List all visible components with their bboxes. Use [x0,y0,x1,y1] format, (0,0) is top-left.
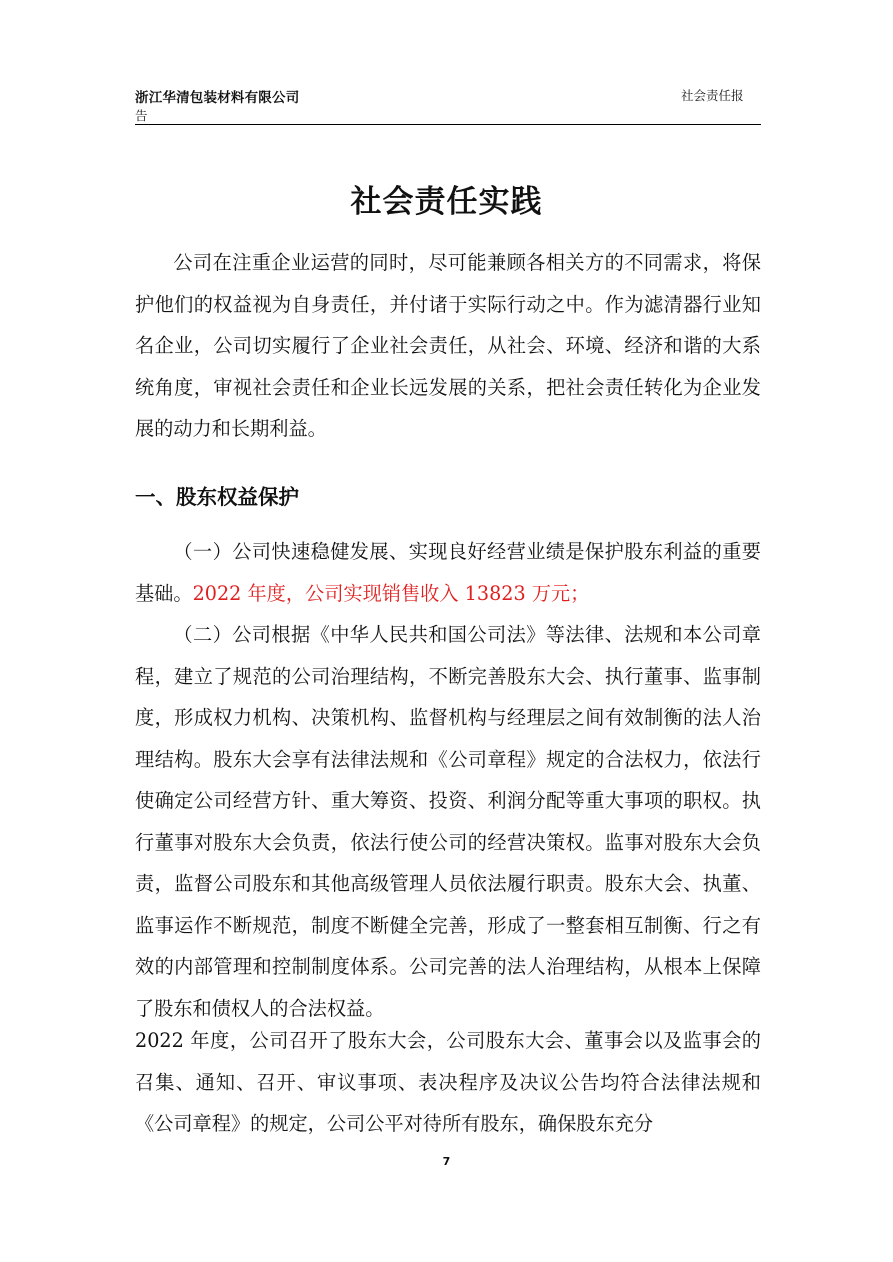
section1-item1 [135,531,761,614]
section1-item2-continued: 2022 年度，公司召开了股东大会，公司股东大会、董事会以及监事会的召集、通知、召开、审议事项、表决程序及决议公告均符合法律法规和《公司章程》的规定，公司公平对待所有股东，确保股东充分 [135,1029,761,1135]
page-number: 7 [442,1155,451,1168]
item1-text: （一）公司快速稳健发展、实现良好经营业绩是保护股东利益的重要基础。 [135,540,761,605]
section-heading-shareholder: 一、股东权益保护 [135,485,299,509]
header-rule [135,124,761,125]
header-company: 浙江华清包装材料有限公司 [135,90,300,106]
intro-paragraph: 公司在注重企业运营的同时，尽可能兼顾各相关方的不同需求，将保护他们的权益视为自身责任，并付诸于实际行动之中。作为滤清器行业知名企业，公司切实履行了企业社会责任，从社会、环境、经济和谐的大系统角度，审视社会责任和企业长远发展的关系，把社会责任转化为企业发展的动力和长期利益。 [135,251,761,440]
item1-highlight: 2022 年度，公司实现销售收入 13823 万元； [192,581,590,605]
header-report-title: 社会责任报 [681,88,744,103]
header-company-wrap: 告 [135,108,148,123]
section1-item2: （二）公司根据《中华人民共和国公司法》等法律、法规和本公司章程，建立了规范的公司治理结构，不断完善股东大会、执行董事、监事制度，形成权力机构、决策机构、监督机构与经理层之间有效制衡的法人治理结构。股东大会享有法律法规和《公司章程》规定的合法权力，依法行使确定公司经营方针、重大筹资、投资、利润分配等重大事项的职权。执行董事对股东大会负责，依法行使公司的经营决策权。监事对股东大会负责，监督公司股东和其他高级管理人员依法履行职责。股东大会、执董、监事运作不断规范，制度不断健全完善，形成了一整套相互制衡、行之有效的内部管理和控制制度体系。公司完善的法人治理结构，从根本上保障了股东和债权人的合法权益。 [135,623,761,1020]
page-title: 社会责任实践 [350,184,543,220]
